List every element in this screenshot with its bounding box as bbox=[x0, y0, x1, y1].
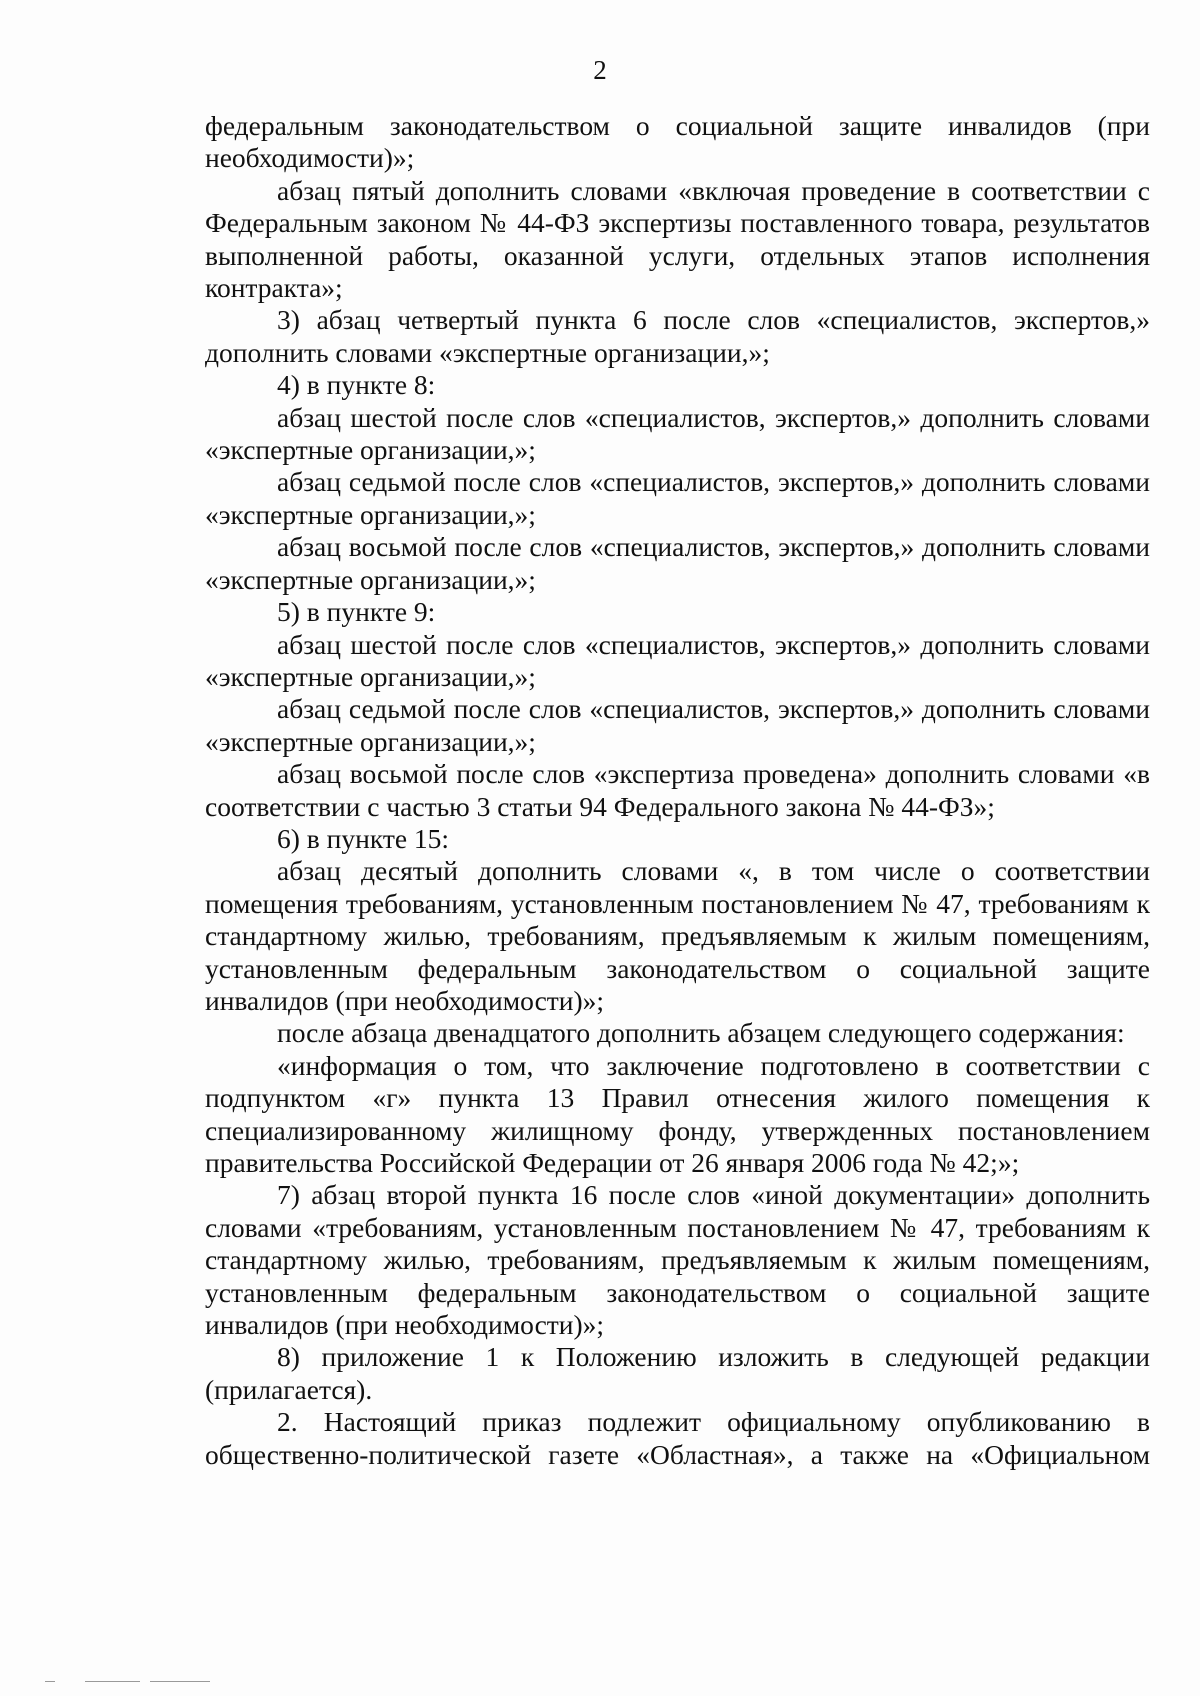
paragraph: абзац пятый дополнить словами «включая проведение в соответствии с Федеральным законом № 44-ФЗ экспертизы поставленного товара, результатов выполненной работы, оказанной услуги, отдельных этапов исполнения контракта»; bbox=[205, 174, 1150, 304]
paragraph: 2. Настоящий приказ подлежит официальному опубликованию в общественно-политической газете «Областная», а также на «Официальном bbox=[205, 1406, 1150, 1470]
paragraph: абзац седьмой после слов «специалистов, экспертов,» дополнить словами «экспертные организации,»; bbox=[205, 693, 1150, 757]
page-number: 2 bbox=[593, 55, 607, 85]
paragraph: 4) в пункте 8: bbox=[277, 369, 436, 401]
body-text bbox=[205, 110, 1150, 1471]
paragraph: абзац шестой после слов «специалистов, экспертов,» дополнить словами «экспертные организации,»; bbox=[205, 401, 1150, 466]
paragraph: абзац восьмой после слов «экспертиза проведена» дополнить словами «в соответствии с частью 3 статьи 94 Федерального закона № 44-ФЗ»; bbox=[205, 758, 1150, 822]
paragraph: «информация о том, что заключение подготовлено в соответствии с подпунктом «г» пункта 13 Правил отнесения жилого помещения к специализированному жилищному фонду, утвержденных постановлением правительства Российской Федерации от 26 января 2006 года № 42;»; bbox=[205, 1049, 1150, 1178]
paragraph: абзац седьмой после слов «специалистов, экспертов,» дополнить словами «экспертные организации,»; bbox=[205, 466, 1150, 530]
paragraph: абзац восьмой после слов «специалистов, экспертов,» дополнить словами «экспертные организации,»; bbox=[205, 531, 1150, 595]
paragraph: 6) в пункте 15: bbox=[277, 822, 450, 854]
paragraph: после абзаца двенадцатого дополнить абзацем следующего содержания: bbox=[277, 1017, 1125, 1049]
paragraph: федеральным законодательством о социальной защите инвалидов (при необходимости)»; bbox=[205, 110, 1150, 174]
scan-artifact-line bbox=[150, 1681, 210, 1682]
scan-artifact-line bbox=[45, 1681, 55, 1682]
paragraph: 3) абзац четвертый пункта 6 после слов «специалистов, экспертов,» дополнить словами «экспертные организации,»; bbox=[205, 304, 1150, 368]
paragraph: 5) в пункте 9: bbox=[277, 596, 436, 628]
scan-artifact-line bbox=[85, 1681, 140, 1682]
paragraph: абзац десятый дополнить словами «, в том числе о соответствии помещения требованиям, установленным постановлением № 47, требованиям к стандартному жилью, требованиям, предъявляемым к жилым помещениям, установленным федеральным законодательством о социальной защите инвалидов (при необходимости)»; bbox=[205, 855, 1150, 1016]
paragraph: 8) приложение 1 к Положению изложить в следующей редакции (прилагается). bbox=[205, 1341, 1150, 1405]
paragraph: 7) абзац второй пункта 16 после слов «иной документации» дополнить словами «требованиям, установленным постановлением № 47, требованиям к стандартному жилью, требованиям, предъявляемым к жилым помещениям, установленным федеральным законодательством о социальной защите инвалидов (при необходимости)»; bbox=[205, 1179, 1150, 1341]
paragraph: абзац шестой после слов «специалистов, экспертов,» дополнить словами «экспертные организации,»; bbox=[205, 628, 1150, 692]
